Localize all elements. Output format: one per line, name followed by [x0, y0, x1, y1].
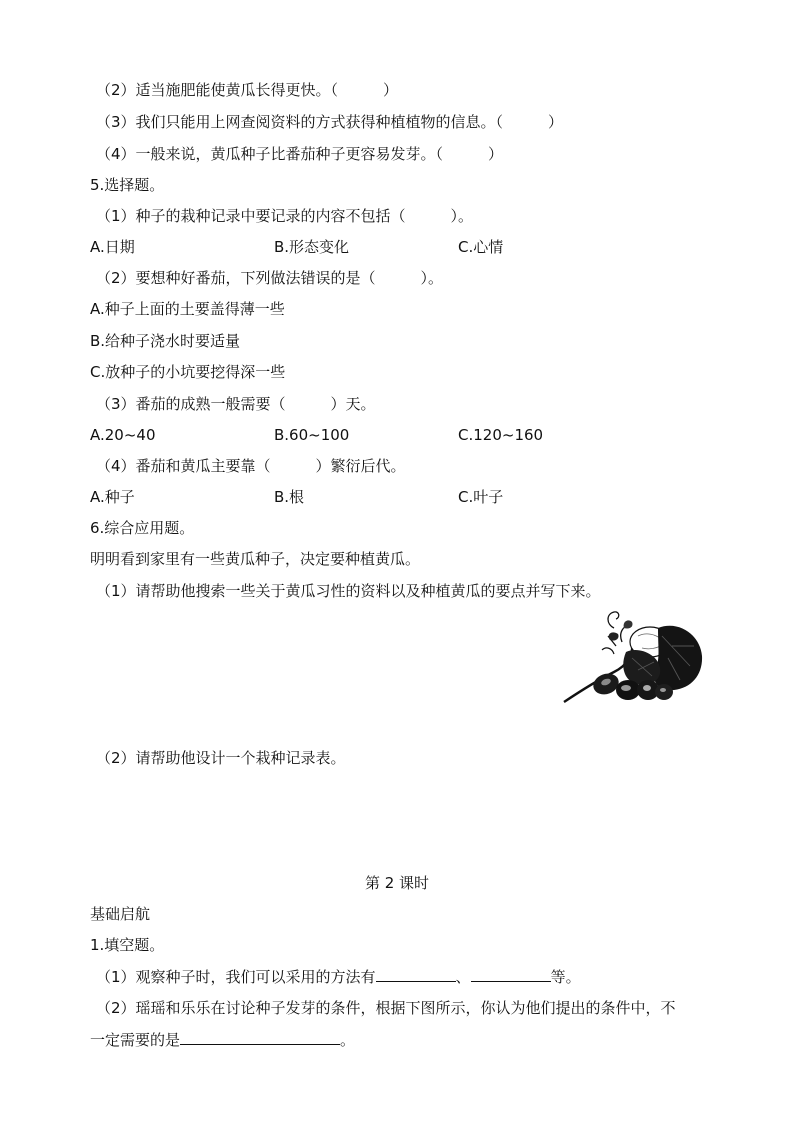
choice-q1-stem: （1）种子的栽种记录中要记录的内容不包括（ ）。	[96, 207, 474, 225]
application-q2: （2）请帮助他设计一个栽种记录表。	[96, 749, 346, 767]
choice-q4-option-b: B.根	[274, 488, 305, 506]
answer-blank[interactable]	[180, 1029, 340, 1045]
cucumber-plant-icon	[562, 606, 704, 706]
choice-q4-option-a: A.种子	[90, 488, 135, 506]
fill-question-1	[96, 966, 581, 986]
fill-q1-separator: 、	[455, 968, 471, 986]
choice-q4-option-c: C.叶子	[458, 488, 504, 506]
choice-heading: 5.选择题。	[90, 176, 165, 194]
fill-q1-suffix: 等。	[550, 968, 581, 986]
choice-q3-option-a: A.20~40	[90, 426, 156, 444]
fill-question-2-line-2	[90, 1029, 355, 1049]
choice-q1-option-b: B.形态变化	[274, 238, 350, 256]
choice-q3-stem: （3）番茄的成熟一般需要（ ）天。	[96, 395, 376, 413]
application-q1: （1）请帮助他搜索一些关于黄瓜习性的资料以及种植黄瓜的要点并写下来。	[96, 582, 601, 600]
choice-q4-stem: （4）番茄和黄瓜主要靠（ ）繁衍后代。	[96, 457, 406, 475]
application-heading: 6.综合应用题。	[90, 519, 195, 537]
fill-heading: 1.填空题。	[90, 936, 165, 954]
fill-q2-suffix: 。	[340, 1031, 356, 1049]
fill-question-2-line-1: （2）瑶瑶和乐乐在讨论种子发芽的条件，根据下图所示，你认为他们提出的条件中，不	[96, 999, 676, 1017]
choice-q2-option-c: C.放种子的小坑要挖得深一些	[90, 363, 286, 381]
choice-q2-option-b: B.给种子浇水时要适量	[90, 332, 241, 350]
choice-q1-option-c: C.心情	[458, 238, 504, 256]
judge-question-4: （4）一般来说，黄瓜种子比番茄种子更容易发芽。（ ）	[96, 145, 504, 163]
lesson-title: 第 2 课时	[364, 874, 430, 892]
choice-q3-option-b: B.60~100	[274, 426, 350, 444]
answer-blank[interactable]	[376, 966, 456, 982]
fill-q2-prefix: 一定需要的是	[90, 1031, 181, 1049]
application-intro: 明明看到家里有一些黄瓜种子，决定要种植黄瓜。	[90, 550, 421, 568]
choice-q1-option-a: A.日期	[90, 238, 135, 256]
choice-q2-stem: （2）要想种好番茄，下列做法错误的是（ ）。	[96, 269, 444, 287]
choice-q3-option-c: C.120~160	[458, 426, 544, 444]
answer-blank[interactable]	[471, 966, 551, 982]
judge-question-3: （3）我们只能用上网查阅资料的方式获得种植植物的信息。（ ）	[96, 113, 564, 131]
judge-question-2: （2）适当施肥能使黄瓜长得更快。（ ）	[96, 81, 399, 99]
choice-q2-option-a: A.种子上面的土要盖得薄一些	[90, 300, 285, 318]
section-heading: 基础启航	[90, 905, 151, 923]
fill-q1-prefix: （1）观察种子时，我们可以采用的方法有	[96, 968, 376, 986]
